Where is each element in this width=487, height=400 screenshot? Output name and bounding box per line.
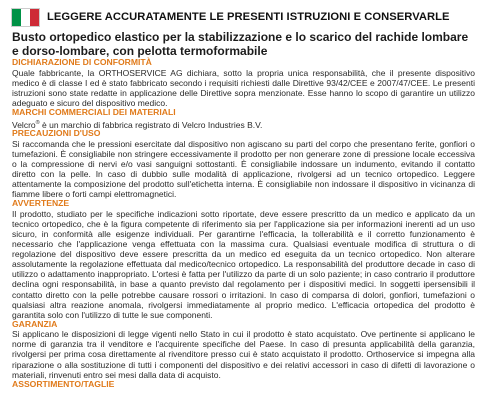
header-notice: LEGGERE ACCURATAMENTE LE PRESENTI ISTRUZIONI E CONSERVARLE <box>47 11 450 23</box>
heading-trademarks: MARCHI COMMERCIALI DEI MATERIALI <box>12 106 176 117</box>
registered-mark: ® <box>35 119 40 126</box>
heading-warnings: AVVERTENZE <box>12 198 70 209</box>
velcro-brand: Velcro <box>12 119 36 130</box>
header-bar <box>12 6 475 28</box>
italian-flag-icon <box>12 9 39 26</box>
text-precautions: Si raccomanda che le pressioni esercitate dal dispositivo non agiscano su parti del corpo che presentano ferite, gonfiori o tumefazioni. È consigliabile non stringere eccessivamente il prodotto per non generare zone di pressione locale eccessiva o la compressione di nervi e/o vasi sanguigni sottostanti. È consigliabile indossare un indumento, evitando il contatto diretto con la pelle. In caso di dubbio sulle modalità di applicazione, rivolgersi ad un tecnico ortopedico. Leggere attentamente la composizione del prodotto sull'etichetta interna. È consigliabile non indossare il dispositivo in vicinanza di fiamme libere o forti campi elettromagnetici. <box>12 139 475 200</box>
text-warnings: Il prodotto, studiato per le specifiche indicazioni sotto riportate, deve essere prescritto da un medico e applicato da un tecnico ortopedico, che è la figura competente di riferimento sia per l'applicazione sia per informazioni inerenti ad un uso sicuro, in conformità alle esigenze individuali. Per garantirne l'efficacia, la tollerabilità e il corretto funzionamento è necessario che l'applicazione venga effettuata con la massima cura. Qualsiasi eventuale modifica di struttura o di regolazione del dispositivo deve essere prescritta da un medico ed eseguita da un tecnico ortopedico. Non alterare assolutamente la regolazione effettuata dal medico/tecnico ortopedico. La responsabilità del produttore decade in caso di utilizzo o adattamento inappropriato. L'ortesi è fatta per l'utilizzo da parte di un solo paziente; in caso contrario il produttore declina ogni responsabilità, in base a quanto previsto dal regolamento per i dispositivi medici. In soggetti ipersensibili il contatto diretto con la pelle potrebbe causare rossori o irritazioni. In caso di comparsa di dolori, gonfiori, tumefazioni o qualsiasi altra reazione anomala, rivolgersi immediatamente al proprio medico. L'efficacia ortopedica del prodotto è garantita solo con l'utilizzo di tutte le sue componenti. <box>12 209 475 320</box>
heading-sizes: ASSORTIMENTO/TAGLIE <box>12 378 115 389</box>
product-title: Busto ortopedico elastico per la stabilizzazione e lo scarico del rachide lombare e dorso-lombare, con pelotta termoformabile <box>12 30 469 58</box>
heading-warranty: GARANZIA <box>12 318 58 329</box>
heading-precautions: PRECAUZIONI D'USO <box>12 128 101 139</box>
text-conformity: Quale fabbricante, la ORTHOSERVICE AG dichiara, sotto la propria unica responsabilità, che il presente dispositivo medico è di classe I ed è stato fabbricato secondo i requisiti richiesti dalle Direttive 93/42/CEE e 2007/47/CEE. Le presenti istruzioni sono state redatte in applicazione delle Direttive sopra menzionate. Esse hanno lo scopo di garantire un utilizzo adeguato e sicuro del dispositivo medico. <box>12 67 475 108</box>
trademark-statement: è un marchio di fabbrica registrato di Velcro Industries B.V. <box>39 119 263 130</box>
heading-conformity: DICHIARAZIONE DI CONFORMITÀ <box>12 57 152 67</box>
text-warranty: Si applicano le disposizioni di legge vigenti nello Stato in cui il prodotto è stato acquistato. Ove pertinente si applicano le norme di garanzia tra il venditore e l'acquirente specifiche del Paese. In caso di presunta applicabilità della garanzia, rivolgersi per prima cosa direttamente al rivenditore presso cui è stato acquistato il prodotto. Orthoservice si impegna alla riparazione o alla sostituzione di tutti i componenti del dispositivo e dei relativi accessori in caso di difetti di lavorazione o materiali, rinvenuti entro sei mesi dalla data di acquisto. <box>12 329 475 380</box>
